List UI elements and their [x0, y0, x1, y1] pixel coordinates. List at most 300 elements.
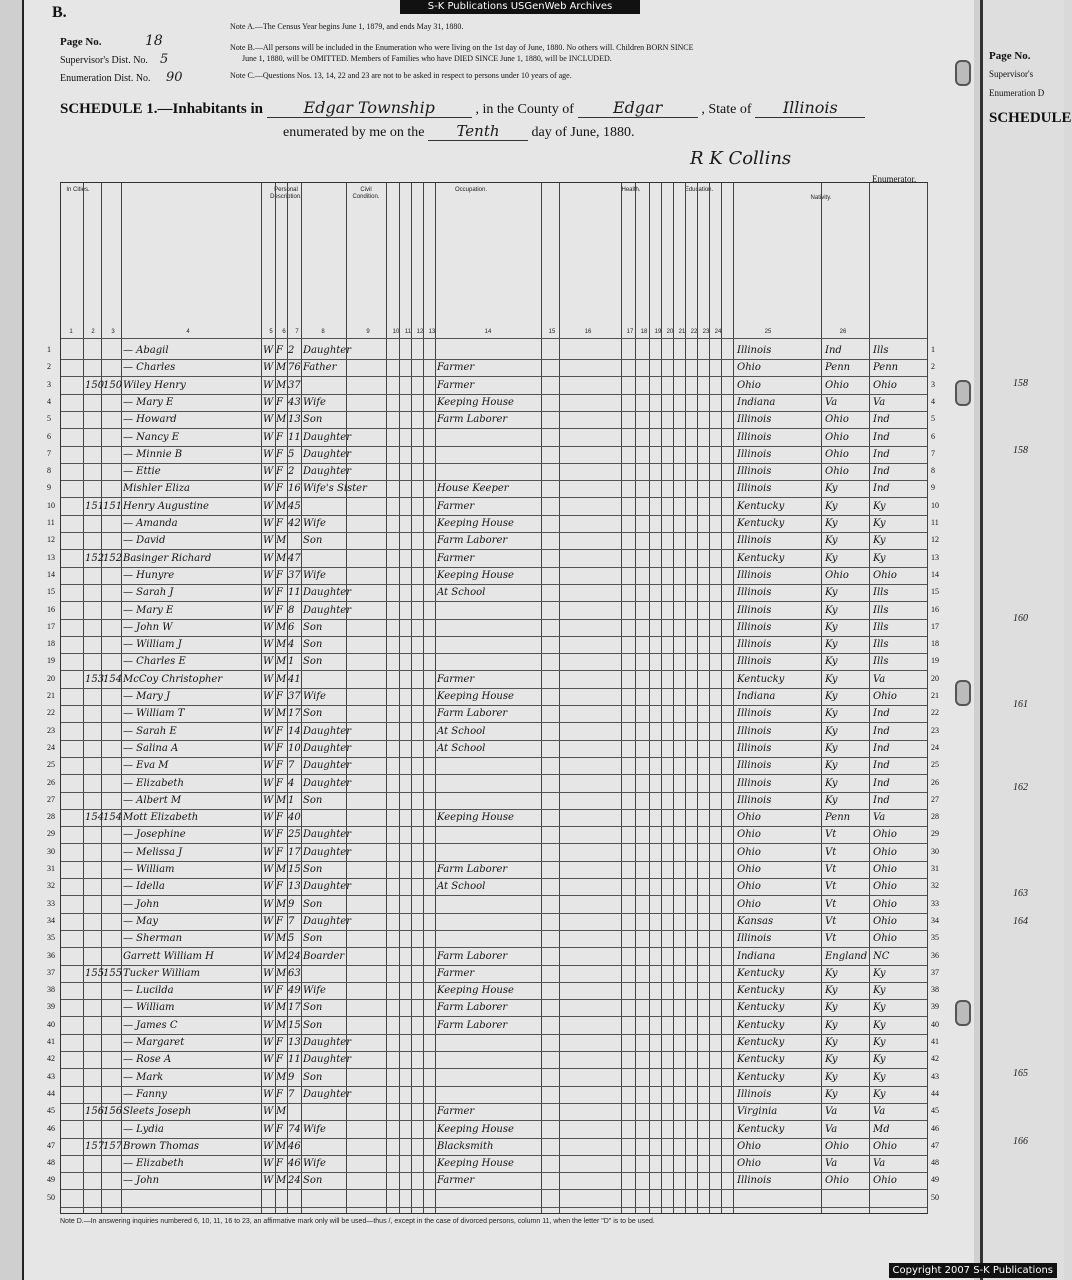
color: W — [263, 379, 274, 391]
row-number: 38 — [47, 985, 55, 995]
note-b1: Note B.—All persons will be included in the Enumeration who were living on the 1st day of June, 1880. No others will. Children BORN SINCE — [230, 43, 694, 52]
table-row — [47, 966, 939, 983]
sex: F — [276, 881, 283, 893]
age: 37 — [288, 691, 301, 702]
relationship: Wife — [303, 1158, 326, 1170]
person-name: — Rose A — [123, 1054, 172, 1066]
table-row — [47, 897, 939, 914]
occupation: At School — [437, 881, 486, 893]
table-row — [47, 1122, 939, 1139]
table-row — [47, 603, 939, 620]
birthplace: Ohio — [737, 898, 761, 910]
rp-dwelling-mark: 160 — [1013, 613, 1028, 624]
father-birthplace: Vt — [825, 898, 837, 910]
mother-birthplace: Md — [873, 1123, 890, 1135]
father-birthplace: England — [825, 950, 868, 962]
birthplace: Ohio — [737, 881, 761, 893]
row-number: 26 — [47, 777, 55, 787]
relationship: Wife's Sister — [303, 483, 367, 495]
header-occupation: Occupation. — [454, 187, 488, 193]
person-name: — Lydia — [123, 1123, 164, 1135]
birthplace: Illinois — [737, 604, 772, 616]
occupation: At School — [437, 587, 486, 599]
sex: M — [276, 414, 287, 426]
row-number-right: 8 — [931, 466, 935, 476]
birthplace: Kentucky — [737, 673, 785, 685]
occupation: Farm Laborer — [437, 535, 508, 547]
sex: F — [276, 725, 283, 737]
father-birthplace: Ohio — [825, 431, 849, 443]
age: 43 — [288, 396, 301, 408]
relationship: Daughter — [303, 777, 351, 789]
person-name: — Mary J — [123, 691, 170, 702]
dwelling-number: 154 — [85, 812, 105, 824]
father-birthplace: Penn — [825, 362, 851, 374]
color: W — [263, 742, 274, 754]
family-number: 151 — [103, 500, 123, 512]
age: 14 — [288, 725, 301, 737]
birthplace: Ohio — [737, 1140, 761, 1152]
relationship: Father — [303, 362, 337, 374]
sex: M — [276, 1071, 287, 1083]
sex: F — [276, 448, 283, 460]
relationship: Wife — [303, 985, 326, 997]
mother-birthplace: Ohio — [873, 1140, 897, 1152]
father-birthplace: Ky — [825, 552, 838, 564]
row-number: 4 — [47, 396, 51, 406]
rp-dwelling-mark: 166 — [1013, 1136, 1028, 1147]
header-health: Health. — [621, 187, 641, 193]
table-row — [47, 516, 939, 533]
birthplace: Virginia — [737, 1106, 778, 1118]
rp-dwelling-mark: 158 — [1013, 445, 1028, 456]
enumerated-line — [283, 122, 635, 141]
sex: M — [276, 933, 287, 945]
color: W — [263, 1158, 274, 1170]
row-number-right: 34 — [931, 915, 939, 925]
color: W — [263, 898, 274, 910]
age: 15 — [288, 1019, 301, 1031]
table-row — [47, 412, 935, 429]
sex: F — [276, 1054, 283, 1066]
occupation: Farmer — [437, 500, 475, 512]
county-label: , in the County of — [475, 102, 574, 117]
father-birthplace: Ky — [825, 1054, 838, 1066]
header-in-cities: In Cities. — [66, 187, 90, 193]
row-number-right: 25 — [931, 760, 939, 770]
sex: F — [276, 431, 283, 443]
birthplace: Ohio — [737, 1158, 761, 1170]
color: W — [263, 915, 274, 927]
person-name: Basinger Richard — [123, 552, 212, 564]
age: 11 — [288, 431, 301, 443]
row-number-right: 1 — [931, 345, 935, 354]
relationship: Daughter — [303, 604, 351, 616]
row-number: 14 — [47, 569, 55, 579]
father-birthplace: Ky — [825, 1037, 838, 1048]
mother-birthplace: Ohio — [873, 1175, 897, 1187]
dwelling-number: 156 — [85, 1106, 105, 1118]
birthplace: Ohio — [737, 829, 761, 841]
row-number: 16 — [47, 604, 55, 614]
header-nativity: Nativity. — [810, 195, 832, 201]
birthplace: Illinois — [737, 1175, 772, 1187]
column-number: 1 — [69, 329, 73, 335]
copyright-badge: Copyright 2007 S-K Publications — [889, 1263, 1057, 1278]
row-number: 25 — [47, 760, 55, 770]
column-number: 25 — [764, 329, 772, 335]
mother-birthplace: Va — [873, 396, 886, 408]
father-birthplace: Ky — [825, 656, 838, 668]
table-row — [47, 447, 935, 464]
person-name: — Margaret — [123, 1037, 185, 1048]
relationship: Wife — [303, 691, 326, 702]
enumerator-signature: R K Collins — [690, 148, 792, 169]
sex: F — [276, 1037, 283, 1048]
age: 1 — [288, 794, 295, 806]
table-row — [47, 827, 939, 844]
color: W — [263, 691, 274, 702]
age: 2 — [288, 345, 295, 356]
person-name: — David — [123, 535, 166, 547]
color: W — [263, 345, 274, 356]
row-number: 23 — [47, 725, 55, 735]
table-row — [47, 464, 935, 481]
occupation: Farmer — [437, 967, 475, 979]
row-number: 39 — [47, 1002, 55, 1012]
birthplace: Kentucky — [737, 1019, 785, 1031]
birthplace: Illinois — [737, 760, 772, 772]
row-number-right: 18 — [931, 639, 939, 649]
father-birthplace: Ky — [825, 1071, 838, 1083]
column-number: 7 — [295, 329, 299, 335]
age: 4 — [288, 777, 295, 789]
row-number-right: 49 — [931, 1175, 939, 1185]
table-row — [47, 1191, 939, 1208]
table-row — [47, 1035, 939, 1052]
color: W — [263, 794, 274, 806]
page-no-label: Page No. — [60, 36, 102, 48]
table-row — [47, 706, 939, 723]
age: 47 — [288, 552, 301, 564]
row-number-right: 41 — [931, 1037, 939, 1046]
column-number: 12 — [416, 329, 424, 335]
color: W — [263, 552, 274, 564]
rp-page-no-label: Page No. — [989, 50, 1031, 62]
birthplace: Illinois — [737, 621, 772, 633]
person-name: — Melissa J — [123, 846, 183, 858]
family-number: 152 — [103, 552, 123, 564]
color: W — [263, 431, 274, 443]
mother-birthplace: Ills — [873, 639, 889, 651]
mother-birthplace: Ky — [873, 500, 886, 512]
color: W — [263, 362, 274, 374]
mother-birthplace: Ohio — [873, 846, 897, 858]
sex: F — [276, 1158, 283, 1170]
row-number-right: 5 — [931, 414, 935, 424]
mother-birthplace: Ills — [873, 604, 889, 616]
column-number: 23 — [702, 329, 710, 335]
sex: F — [276, 569, 283, 581]
dwelling-number: 153 — [85, 673, 105, 685]
row-number: 15 — [47, 587, 55, 597]
father-birthplace: Ky — [825, 1088, 838, 1100]
row-number: 21 — [47, 691, 55, 700]
father-birthplace: Ky — [825, 725, 838, 737]
age: 41 — [288, 673, 301, 685]
mother-birthplace: Ky — [873, 1037, 886, 1048]
row-number-right: 19 — [931, 656, 939, 666]
family-number: 154 — [103, 673, 123, 685]
relationship: Son — [303, 864, 323, 875]
occupation: Farmer — [437, 673, 475, 685]
color: W — [263, 1071, 274, 1083]
column-number: 20 — [666, 329, 674, 335]
mother-birthplace: NC — [873, 950, 890, 962]
relationship: Son — [303, 1175, 323, 1187]
mother-birthplace: Va — [873, 1158, 886, 1170]
column-number: 19 — [654, 329, 662, 335]
age: 17 — [288, 1002, 301, 1014]
father-birthplace: Vt — [825, 881, 837, 893]
occupation: Farmer — [437, 1175, 475, 1187]
mother-birthplace: Ky — [873, 1002, 886, 1014]
age: 17 — [288, 708, 301, 720]
birthplace: Kentucky — [737, 518, 785, 529]
column-number: 2 — [91, 329, 95, 335]
father-birthplace: Ohio — [825, 379, 849, 391]
row-number-right: 40 — [931, 1019, 939, 1029]
age: 49 — [288, 985, 301, 997]
father-birthplace: Ky — [825, 742, 838, 754]
color: W — [263, 1019, 274, 1031]
table-row — [47, 1156, 939, 1173]
age: 2 — [288, 466, 295, 478]
row-number: 17 — [47, 621, 55, 631]
father-birthplace: Ohio — [825, 1175, 849, 1187]
age: 5 — [288, 448, 295, 460]
color: W — [263, 760, 274, 772]
column-number: 18 — [640, 329, 648, 335]
color: W — [263, 812, 274, 824]
father-birthplace: Ohio — [825, 414, 849, 426]
row-number: 24 — [47, 742, 55, 752]
row-rule — [61, 1207, 927, 1208]
color: W — [263, 587, 274, 599]
row-number-right: 47 — [931, 1140, 939, 1150]
row-number-right: 7 — [931, 448, 935, 458]
mother-birthplace: Va — [873, 1106, 886, 1118]
mother-birthplace: Ills — [873, 345, 889, 356]
sex: F — [276, 915, 283, 927]
column-number: 13 — [428, 329, 436, 335]
table-row — [47, 430, 935, 447]
family-number: 157 — [103, 1140, 123, 1152]
rp-schedule-label: SCHEDULE — [989, 110, 1072, 126]
birthplace: Illinois — [737, 639, 772, 651]
person-name: — Sherman — [123, 933, 183, 945]
person-name: — Charles E — [123, 656, 186, 668]
table-row — [47, 360, 935, 377]
color: W — [263, 535, 274, 547]
page-no-value: 18 — [145, 33, 163, 49]
row-number-right: 6 — [931, 431, 935, 441]
rp-enumeration-label: Enumeration D — [989, 88, 1045, 98]
corner-letter: B. — [52, 4, 67, 21]
sex: M — [276, 621, 287, 633]
row-number: 13 — [47, 552, 55, 562]
row-number: 36 — [47, 950, 55, 960]
row-number-right: 11 — [931, 518, 939, 527]
row-number-right: 39 — [931, 1002, 939, 1012]
table-row — [47, 1000, 939, 1017]
sex: M — [276, 379, 287, 391]
age: 13 — [288, 414, 301, 426]
age: 63 — [288, 967, 301, 979]
row-number-right: 10 — [931, 500, 939, 510]
person-name: — Elizabeth — [123, 1158, 184, 1170]
row-number-right: 22 — [931, 708, 939, 718]
enumeration-label: Enumeration Dist. No. — [60, 73, 151, 84]
enumerator-label: Enumerator. — [872, 174, 917, 184]
occupation: Farm Laborer — [437, 950, 508, 962]
sex: F — [276, 777, 283, 789]
birthplace: Kentucky — [737, 500, 785, 512]
person-name: — William T — [123, 708, 185, 720]
column-number: 4 — [186, 329, 190, 335]
occupation: House Keeper — [437, 483, 509, 495]
sex: F — [276, 812, 283, 824]
relationship: Daughter — [303, 1088, 351, 1100]
person-name: — Mary E — [123, 396, 174, 408]
occupation: Farmer — [437, 1106, 475, 1118]
row-number: 50 — [47, 1192, 55, 1202]
mother-birthplace: Ky — [873, 1088, 886, 1100]
person-name: Mott Elizabeth — [123, 812, 199, 824]
color: W — [263, 1106, 274, 1118]
age: 7 — [288, 760, 295, 772]
table-row — [47, 862, 939, 879]
person-name: — Howard — [123, 414, 177, 426]
mother-birthplace: Ills — [873, 656, 889, 668]
row-number: 48 — [47, 1158, 55, 1168]
person-name: — Sarah E — [123, 725, 177, 737]
person-name: — William — [123, 1002, 175, 1014]
father-birthplace: Ky — [825, 500, 838, 512]
mother-birthplace: Ind — [873, 708, 890, 720]
column-number: 15 — [548, 329, 556, 335]
row-number: 19 — [47, 656, 55, 666]
binder-ring-1 — [955, 60, 971, 86]
row-number-right: 26 — [931, 777, 939, 787]
birthplace: Ohio — [737, 812, 761, 824]
row-number: 28 — [47, 812, 55, 822]
dwelling-number: 151 — [85, 500, 105, 512]
row-number-right: 43 — [931, 1071, 939, 1081]
sex: M — [276, 864, 287, 875]
person-name: — Ettie — [123, 466, 161, 478]
person-name: — Eva M — [123, 760, 169, 772]
birthplace: Illinois — [737, 483, 772, 495]
column-number: 17 — [626, 329, 634, 335]
father-birthplace: Ky — [825, 1019, 838, 1031]
color: W — [263, 656, 274, 668]
person-name: — Sarah J — [123, 587, 174, 599]
mother-birthplace: Ky — [873, 1019, 886, 1031]
table-row — [47, 1139, 939, 1156]
color: W — [263, 777, 274, 789]
birthplace: Indiana — [737, 396, 776, 408]
color: W — [263, 1175, 274, 1187]
color: W — [263, 985, 274, 997]
occupation: At School — [437, 725, 486, 737]
row-number: 37 — [47, 967, 55, 977]
birthplace: Kentucky — [737, 1037, 785, 1048]
father-birthplace: Ky — [825, 621, 838, 633]
age: 17 — [288, 846, 301, 858]
table-row — [47, 793, 939, 810]
sex: F — [276, 587, 283, 599]
month-label: day of June, 1880. — [531, 125, 635, 140]
mother-birthplace: Ills — [873, 621, 889, 633]
row-number: 29 — [47, 829, 55, 839]
dwelling-number: 150 — [85, 379, 105, 391]
mother-birthplace: Ky — [873, 1054, 886, 1066]
township-value: Edgar Township — [267, 98, 472, 118]
person-name: — Lucilda — [123, 985, 174, 997]
occupation: Farmer — [437, 552, 475, 564]
occupation: Farm Laborer — [437, 708, 508, 720]
relationship: Son — [303, 639, 323, 651]
person-name: McCoy Christopher — [123, 673, 223, 685]
supervisor-label: Supervisor's Dist. No. — [60, 55, 148, 66]
relationship: Boarder — [303, 950, 345, 962]
row-number: 42 — [47, 1054, 55, 1064]
relationship: Daughter — [303, 742, 351, 754]
adjacent-page — [980, 0, 1072, 1280]
father-birthplace: Vt — [825, 846, 837, 858]
person-name: Garrett William H — [123, 950, 214, 962]
dwelling-number: 152 — [85, 552, 105, 564]
birthplace: Illinois — [737, 708, 772, 720]
father-birthplace: Ky — [825, 967, 838, 979]
row-number-right: 30 — [931, 846, 939, 856]
table-row — [47, 568, 939, 585]
birthplace: Kansas — [737, 915, 774, 927]
father-birthplace: Penn — [825, 812, 851, 824]
father-birthplace: Ohio — [825, 466, 849, 478]
relationship: Daughter — [303, 448, 351, 460]
birthplace: Illinois — [737, 448, 772, 460]
family-number: 156 — [103, 1106, 123, 1118]
row-number: 11 — [47, 518, 55, 527]
sex: F — [276, 1123, 283, 1135]
father-birthplace: Ky — [825, 777, 838, 789]
relationship: Wife — [303, 518, 326, 529]
age: 46 — [288, 1158, 301, 1170]
sex: F — [276, 466, 283, 478]
age: 13 — [288, 881, 301, 893]
sex: M — [276, 1140, 287, 1152]
table-row — [47, 983, 939, 1000]
row-number-right: 27 — [931, 794, 939, 804]
mother-birthplace: Ills — [873, 587, 889, 599]
row-number: 46 — [47, 1123, 55, 1133]
sex: M — [276, 1002, 287, 1014]
age: 40 — [288, 812, 301, 824]
row-number-right: 50 — [931, 1192, 939, 1202]
birthplace: Illinois — [737, 587, 772, 599]
